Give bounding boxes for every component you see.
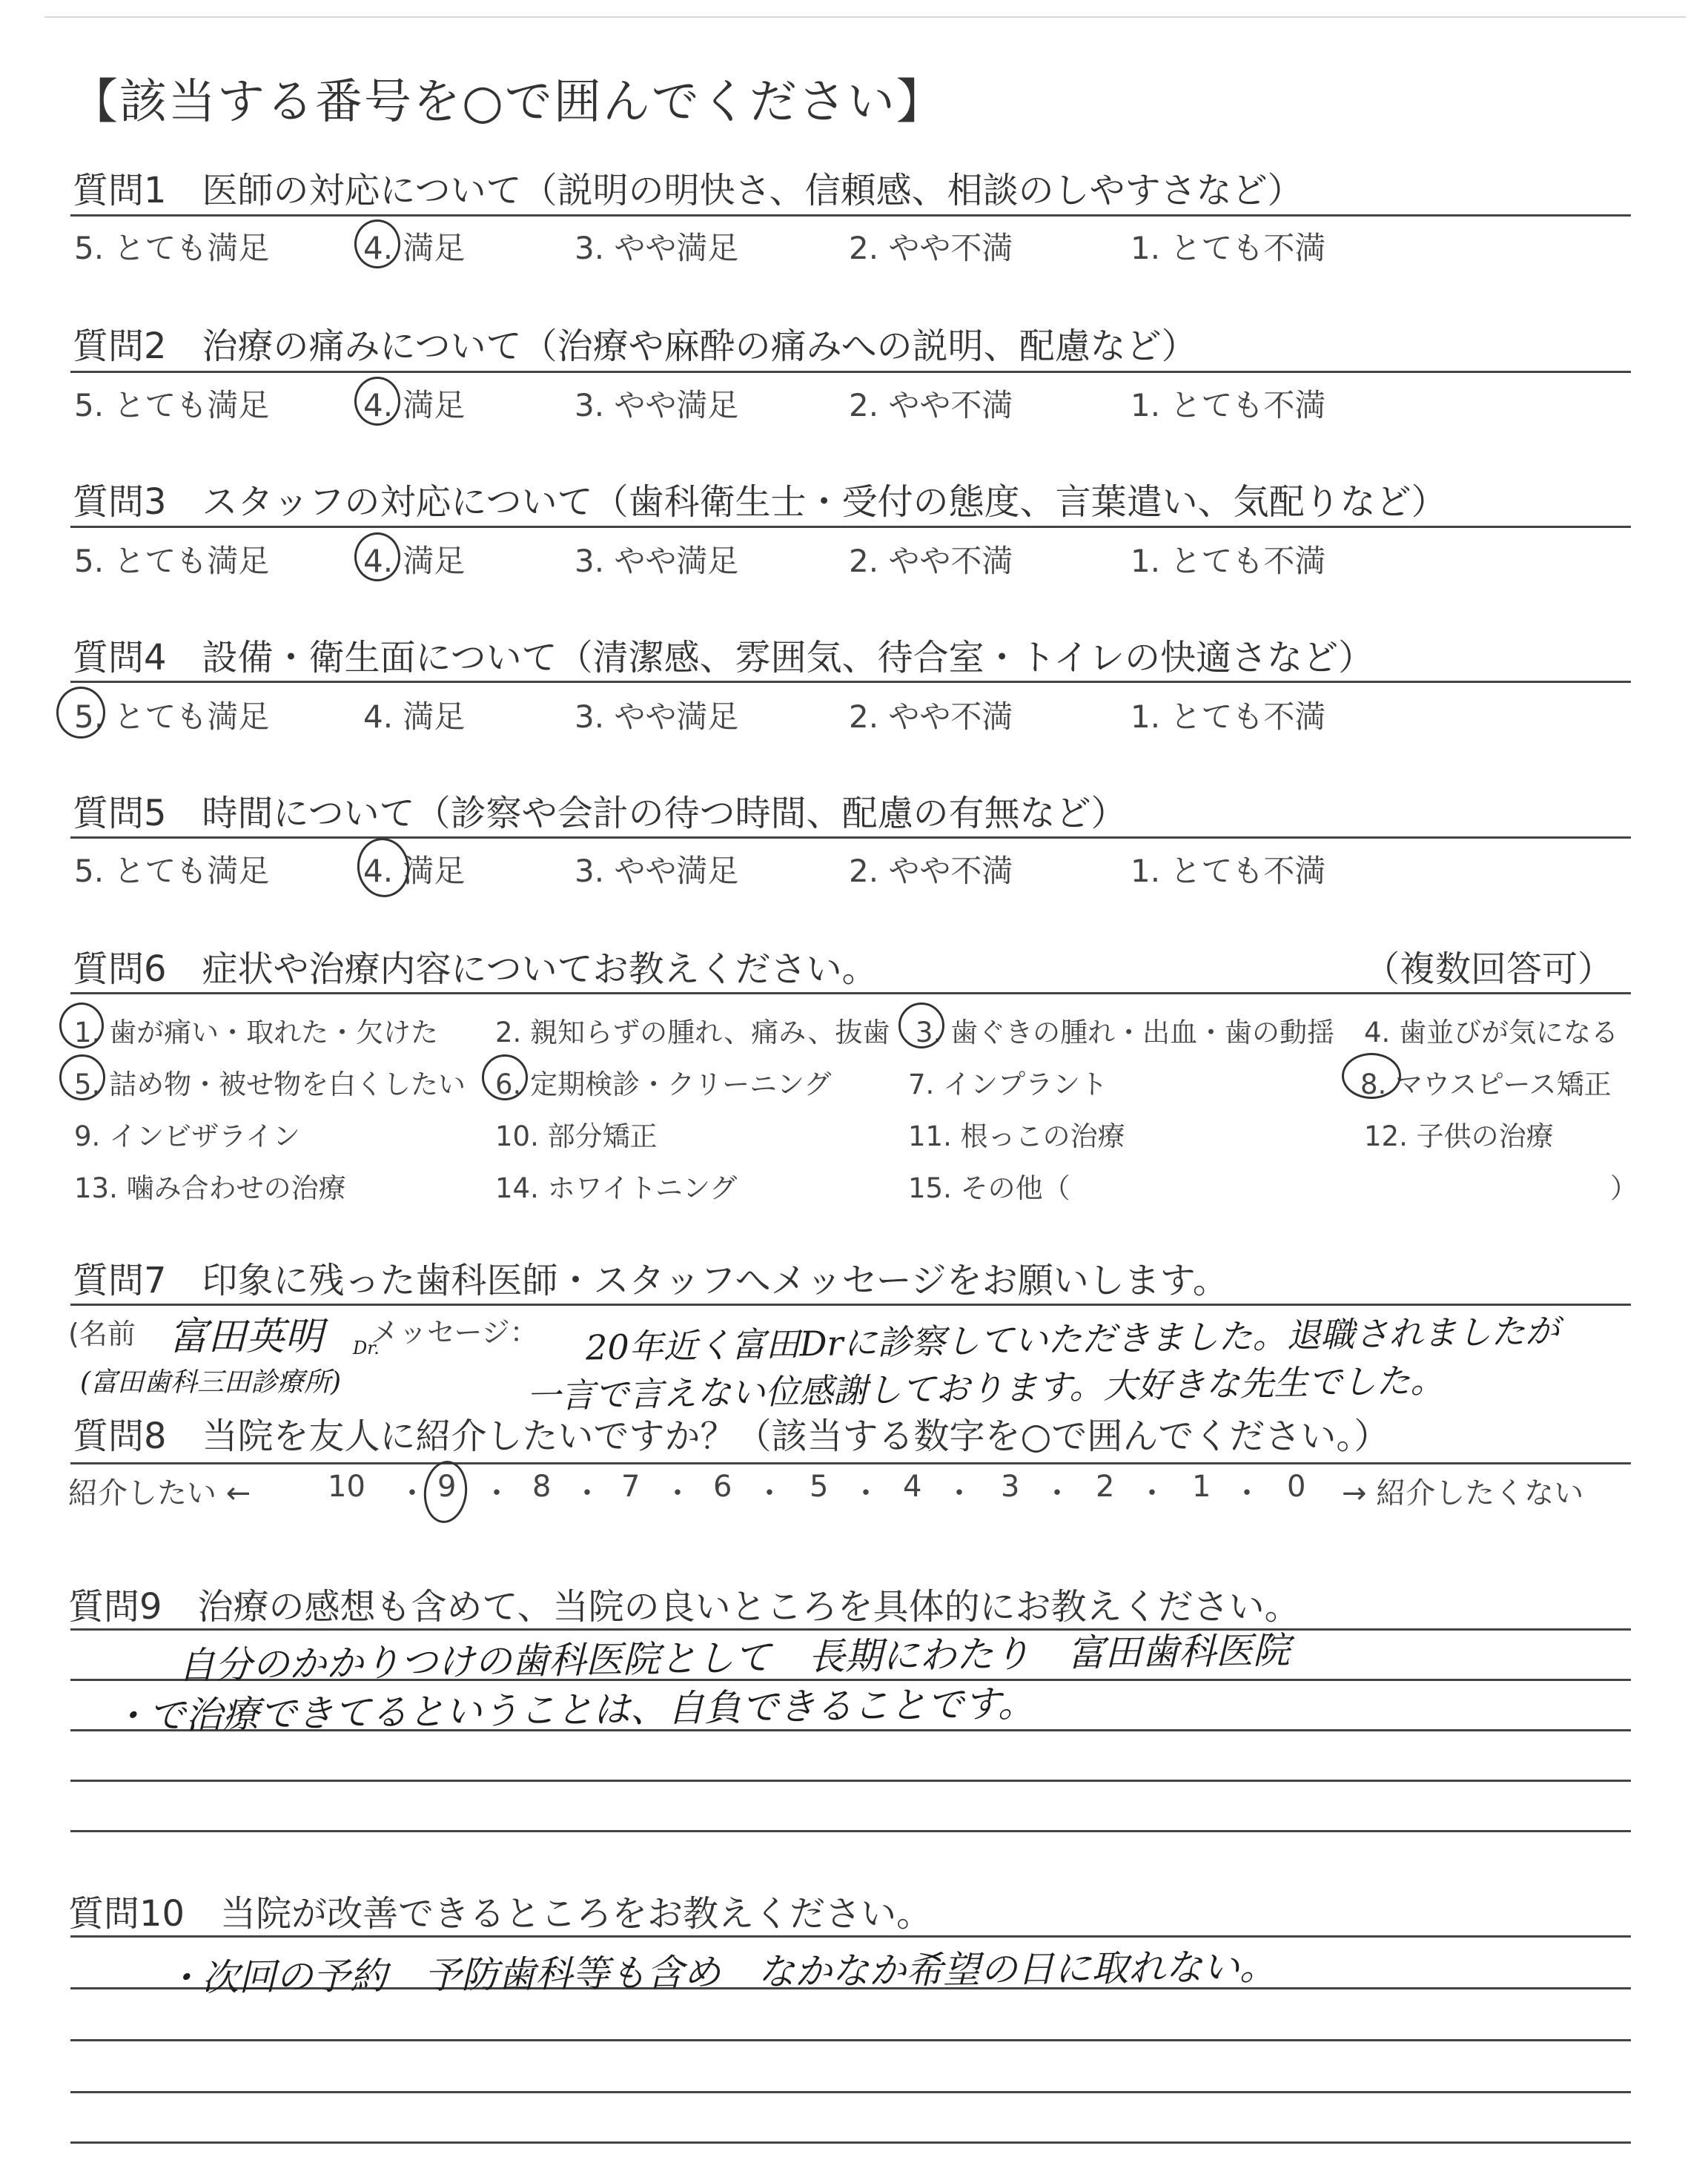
q1-option-4[interactable]: 4. 満足 bbox=[363, 230, 466, 266]
q8-rule bbox=[70, 1462, 1631, 1464]
q4-rule bbox=[70, 681, 1631, 683]
q1-selection-circle bbox=[354, 219, 400, 268]
q7-message-label: メッセージ： bbox=[371, 1316, 538, 1349]
q8-dot: ・ bbox=[663, 1476, 692, 1510]
q8-dot: ・ bbox=[397, 1476, 427, 1510]
q9-title: 質問9 治療の感想も含めて、当院の良いところを具体的にお教えください。 bbox=[68, 1586, 1300, 1628]
q3-rule bbox=[70, 526, 1631, 528]
q1-option-1[interactable]: 1. とても不満 bbox=[1131, 230, 1326, 266]
q10-rule-4 bbox=[70, 2141, 1631, 2144]
q6-option-10[interactable]: 10. 部分矯正 bbox=[495, 1120, 658, 1152]
q8-dot: ・ bbox=[572, 1476, 602, 1510]
q8-value-5[interactable]: 5 bbox=[810, 1470, 829, 1504]
q3-option-4[interactable]: 4. 満足 bbox=[363, 543, 466, 579]
q8-dot: ・ bbox=[1232, 1476, 1262, 1510]
q8-value-3[interactable]: 3 bbox=[1001, 1470, 1020, 1504]
q6-option-14[interactable]: 14. ホワイトニング bbox=[495, 1172, 738, 1204]
q4-option-1[interactable]: 1. とても不満 bbox=[1131, 698, 1326, 735]
q5-option-3[interactable]: 3. やや満足 bbox=[575, 853, 739, 889]
q6-option-11[interactable]: 11. 根っこの治療 bbox=[908, 1120, 1125, 1152]
q8-value-1[interactable]: 1 bbox=[1192, 1470, 1211, 1504]
q8-dot: ・ bbox=[482, 1476, 512, 1510]
q10-answer-line1: ・次回の予約 予防歯科等も含め なかなか希望の日に取れない。 bbox=[164, 1945, 1277, 2000]
form-header: 【該当する番号を○で囲んでください】 bbox=[70, 75, 945, 130]
q8-value-7[interactable]: 7 bbox=[621, 1470, 640, 1504]
q2-option-4[interactable]: 4. 満足 bbox=[363, 387, 466, 423]
q6-option-4[interactable]: 4. 歯並びが気になる bbox=[1364, 1017, 1619, 1048]
q5-option-2[interactable]: 2. やや不満 bbox=[849, 853, 1013, 889]
q6-option-12[interactable]: 12. 子供の治療 bbox=[1364, 1120, 1554, 1152]
q5-rule bbox=[70, 836, 1631, 839]
q5-option-5[interactable]: 5. とても満足 bbox=[74, 853, 270, 889]
q1-option-5[interactable]: 5. とても満足 bbox=[74, 230, 270, 266]
q10-rule-2 bbox=[70, 2039, 1631, 2041]
q8-dot: ・ bbox=[1137, 1476, 1167, 1510]
q4-option-3[interactable]: 3. やや満足 bbox=[575, 698, 739, 735]
q6-selection-circle-6 bbox=[482, 1054, 528, 1100]
q1-title: 質問1 医師の対応について（説明の明快さ、信頼感、相談のしやすさなど） bbox=[73, 170, 1303, 211]
q6-option-2[interactable]: 2. 親知らずの腫れ、痛み、抜歯 bbox=[495, 1017, 890, 1048]
q6-option-13[interactable]: 13. 噛み合わせの治療 bbox=[74, 1172, 346, 1204]
q8-value-8[interactable]: 8 bbox=[532, 1470, 552, 1504]
q3-selection-circle bbox=[354, 532, 400, 581]
q1-option-2[interactable]: 2. やや不満 bbox=[849, 230, 1013, 266]
q8-right-label: → 紹介したくない bbox=[1342, 1476, 1584, 1510]
q6-option-5[interactable]: 5. 詰め物・被せ物を白くしたい bbox=[74, 1069, 466, 1100]
q4-option-2[interactable]: 2. やや不満 bbox=[849, 698, 1013, 735]
q7-dr-mark: Dr. bbox=[353, 1338, 380, 1358]
q6-option-15[interactable]: 15. その他（ bbox=[908, 1172, 1070, 1204]
q8-selection-circle bbox=[421, 1459, 470, 1525]
q6-other-close-paren: ） bbox=[1610, 1172, 1638, 1204]
q6-option-9[interactable]: 9. インビザライン bbox=[74, 1120, 300, 1152]
q3-option-1[interactable]: 1. とても不満 bbox=[1131, 543, 1326, 579]
q7-title: 質問7 印象に残った歯科医師・スタッフへメッセージをお願いします。 bbox=[73, 1260, 1228, 1301]
q8-left-label: 紹介したい ← bbox=[68, 1476, 251, 1510]
q6-option-6[interactable]: 6. 定期検診・クリーニング bbox=[495, 1069, 832, 1100]
q1-option-3[interactable]: 3. やや満足 bbox=[575, 230, 739, 266]
q7-message-line2: 一言で言えない位感謝しております。大好きな先生でした。 bbox=[526, 1360, 1445, 1416]
q8-value-10[interactable]: 10 bbox=[328, 1470, 365, 1504]
q6-selection-circle-8 bbox=[1342, 1053, 1401, 1099]
q10-rule-3 bbox=[70, 2091, 1631, 2093]
q7-name-label: (名前 bbox=[68, 1318, 136, 1350]
q6-option-8[interactable]: 8. マウスピース矯正 bbox=[1360, 1069, 1612, 1100]
q6-selection-circle-3 bbox=[898, 1003, 944, 1048]
q6-rule bbox=[70, 992, 1631, 994]
q9-answer-line2: ・で治療できてるということは、自負できることです。 bbox=[110, 1682, 1036, 1738]
q6-selection-circle-1 bbox=[59, 1003, 104, 1048]
q8-dot: ・ bbox=[755, 1476, 784, 1510]
q5-title: 質問5 時間について（診察や会計の待つ時間、配慮の有無など） bbox=[73, 793, 1127, 834]
q5-option-1[interactable]: 1. とても不満 bbox=[1131, 853, 1326, 889]
q6-option-7[interactable]: 7. インプラント bbox=[908, 1069, 1108, 1100]
q9-rule-4 bbox=[70, 1830, 1631, 1832]
q8-dot: ・ bbox=[851, 1476, 881, 1510]
q6-option-3[interactable]: 3. 歯ぐきの腫れ・出血・歯の動揺 bbox=[916, 1017, 1335, 1048]
q2-selection-circle bbox=[354, 377, 400, 426]
q6-option-1[interactable]: 1. 歯が痛い・取れた・欠けた bbox=[74, 1017, 439, 1048]
q8-value-2[interactable]: 2 bbox=[1096, 1470, 1115, 1504]
q10-rule-0 bbox=[70, 1935, 1631, 1938]
q7-clinic-handwritten: (富田歯科三田診療所) bbox=[80, 1367, 342, 1398]
q2-option-2[interactable]: 2. やや不満 bbox=[849, 387, 1013, 423]
q8-value-9[interactable]: 9 bbox=[437, 1470, 457, 1504]
q4-option-5[interactable]: 5. とても満足 bbox=[74, 698, 270, 735]
q8-value-4[interactable]: 4 bbox=[903, 1470, 922, 1504]
q5-option-4[interactable]: 4. 満足 bbox=[363, 853, 466, 889]
q3-option-2[interactable]: 2. やや不満 bbox=[849, 543, 1013, 579]
q10-title: 質問10 当院が改善できるところをお教えください。 bbox=[68, 1893, 933, 1935]
top-border bbox=[44, 16, 1686, 18]
q7-message-line1: 20年近く富田Drに診察していただきました。退職されましたが bbox=[585, 1310, 1560, 1368]
q8-title: 質問8 当院を友人に紹介したいですか？（該当する数字を○で囲んでください。） bbox=[73, 1416, 1390, 1457]
q4-selection-circle bbox=[56, 687, 105, 739]
q4-title: 質問4 設備・衛生面について（清潔感、雰囲気、待合室・トイレの快適さなど） bbox=[73, 637, 1374, 678]
q6-title: 質問6 症状や治療内容についてお教えください。 bbox=[73, 948, 878, 990]
q2-title: 質問2 治療の痛みについて（治療や麻酔の痛みへの説明、配慮など） bbox=[73, 326, 1197, 367]
q9-rule-3 bbox=[70, 1780, 1631, 1782]
q4-option-4[interactable]: 4. 満足 bbox=[363, 698, 466, 735]
q7-name-handwritten: 富田英明 bbox=[169, 1315, 324, 1359]
q6-multiple-note: （複数回答可） bbox=[1364, 948, 1614, 990]
q3-option-3[interactable]: 3. やや満足 bbox=[575, 543, 739, 579]
q8-dot: ・ bbox=[1042, 1476, 1072, 1510]
q8-value-6[interactable]: 6 bbox=[713, 1470, 732, 1504]
q6-selection-circle-5 bbox=[59, 1054, 105, 1100]
q2-option-5[interactable]: 5. とても満足 bbox=[74, 387, 270, 423]
q8-value-0[interactable]: 0 bbox=[1287, 1470, 1306, 1504]
q2-option-1[interactable]: 1. とても不満 bbox=[1131, 387, 1326, 423]
q3-option-5[interactable]: 5. とても満足 bbox=[74, 543, 270, 579]
q3-title: 質問3 スタッフの対応について（歯科衛生士・受付の態度、言葉遣い、気配りなど） bbox=[73, 481, 1447, 523]
q2-option-3[interactable]: 3. やや満足 bbox=[575, 387, 739, 423]
q2-rule bbox=[70, 371, 1631, 373]
q9-answer-line1: 自分のかかりつけの歯科医院として 長期にわたり 富田歯科医院 bbox=[177, 1628, 1291, 1688]
q8-dot: ・ bbox=[944, 1476, 974, 1510]
q1-rule bbox=[70, 214, 1631, 217]
